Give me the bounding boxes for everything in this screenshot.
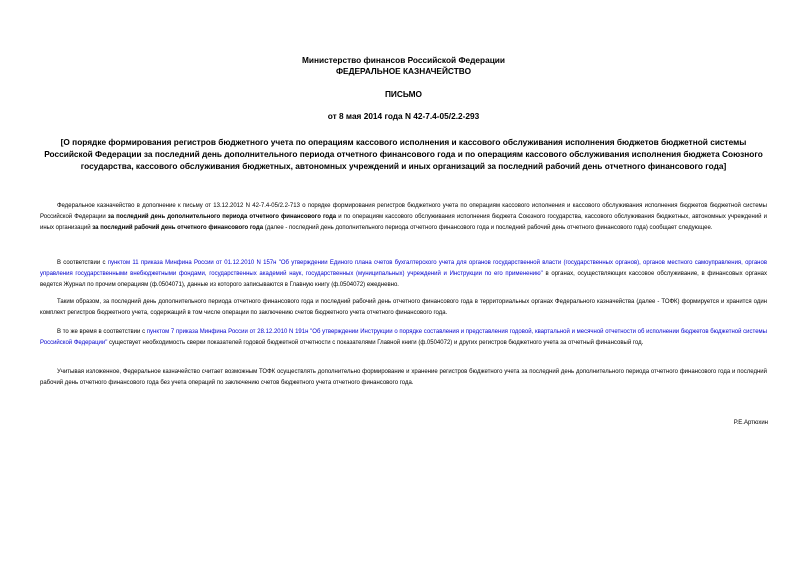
document-date-number: от 8 мая 2014 года N 42-7.4-05/2.2-293	[327, 111, 480, 121]
paragraph-5: Учитывая изложенное, Федеральное казначейство считает возможным ТОФК осуществлять дополнительно формирование и хранение регистров бюджетного учета за последний день дополнительного периода отчетного финансового года и последний рабочий день отчетного финансового года без учета операций по заключению счетов бюджетного учета отчетного финансового года.	[40, 369, 767, 386]
order-191n-link[interactable]: пунктом 7 приказа Минфина России от 28.12.2010 N 191н	[146, 329, 309, 335]
document-type: ПИСЬМО	[384, 89, 423, 99]
paragraph-1-bold-1: за последний день дополнительного периода отчетного финансового года	[107, 213, 337, 220]
paragraph-1	[40, 201, 767, 233]
paragraph-1-text-1: Федеральное казначейство в дополнение к письму от 13.12.2012 N 42-7.4-05/2.2-713 о порядке формирования регистров бюджетного учета по операциям кассового исполнения и кассового обслуживания исполнения бюджетов бюджетной системы Российской Федерации	[40, 203, 767, 220]
ministry-name: Министерство финансов Российской Федерации	[301, 55, 506, 65]
paragraph-4	[40, 327, 767, 349]
paragraph-2-text-2: в органах, осуществляющих кассовое обслуживание, в финансовых органах ведется Журнал по прочим операциям (ф.0504071), данные из которого записываются в Главную книгу (ф.0504072) ежедневно.	[40, 270, 768, 288]
paragraph-4-text-1: В то же время в соответствии с	[57, 329, 147, 335]
paragraph-3: Таким образом, за последний день дополнительного периода отчетного финансового года и последний рабочий день отчетного финансового года в территориальных органах Федерального казначейства (далее - ТОФК) формируется и хранится один комплект регистров бюджетного учета, содержащий в том числе операции по заключению счетов бюджетного учета отчетного финансового года.	[40, 299, 767, 316]
paragraph-2	[40, 258, 767, 290]
document-subject: [О порядке формирования регистров бюджетного учета по операциям кассового исполнения и кассового обслуживания исполнения бюджетов бюджетной системы Российской Федерации за последний день дополнительного периода отчетного финансового года и по операциям кассового обслуживания исполнения бюджета Союзного государства, кассового обслуживания бюджетных, автономных учреждений и иных организаций за последний рабочий день отчетного финансового года]	[44, 137, 763, 171]
paragraph-1-text-3: (далее - последний день дополнительного периода отчетного финансового года и последний рабочий день отчетного финансового года) сообщает следующее.	[263, 224, 713, 231]
paragraph-1-bold-2: за последний рабочий день отчетного финансового года	[92, 224, 264, 231]
document-header	[0, 55, 807, 77]
order-157n-title-link[interactable]: "Об утверждении Единого плана счетов бухгалтерского учета для органов государственной власти (государственных органов), органов местного самоуправления, органов управления государственными внебюджетными фондами, государственных академий наук, государственных (муниципальных) учреждений и Инструкции по его применению"	[40, 260, 768, 277]
signature: Р.Е.Артюхин	[733, 420, 768, 426]
paragraph-1-text-2: и по операциям кассового обслуживания исполнения бюджета Союзного государства, кассового обслуживания бюджетных, автономных учреждений и иных организаций	[40, 213, 767, 231]
treasury-name: ФЕДЕРАЛЬНОЕ КАЗНАЧЕЙСТВО	[335, 66, 472, 76]
order-157n-link[interactable]: пунктом 11 приказа Минфина России от 01.12.2010 N 157н	[107, 260, 277, 266]
paragraph-4-text-2: существует необходимость сверки показателей годовой бюджетной отчетности с показателями Главной книги (ф.0504072) и других регистров бюджетного учета за отчетный финансовый год.	[107, 339, 644, 346]
paragraph-2-text-1: В соответствии с	[57, 260, 108, 266]
order-191n-title-link[interactable]: "Об утверждении Инструкции о порядке составления и представления годовой, квартальной и месячной отчетности об исполнении бюджетов бюджетной системы Российской Федерации"	[40, 329, 767, 346]
